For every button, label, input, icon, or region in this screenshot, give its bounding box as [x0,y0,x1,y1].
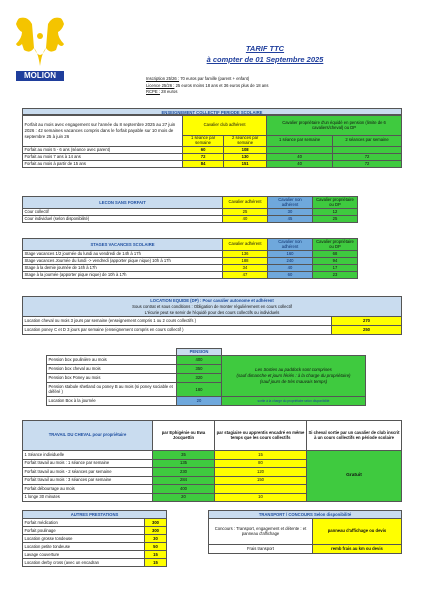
section-header: LECON SANS FORFAIT [23,197,223,209]
table-row: Location petite tondeuse 50 [23,543,167,551]
location-table [22,316,402,335]
title-line2: à compter de 01 Septembre 2025 [206,55,324,64]
section-header: STAGES VACANCES SCOLAIRE [23,239,223,251]
table-row: Stage à la demie journée de 14h à 17h 34 40 17 [23,265,402,272]
logo-text: MOLION [16,71,64,81]
sub-col: 1 séance par semaine [183,136,224,147]
section-transport [208,510,402,554]
table-row: Stage à la journée (apporter pique nique) de 10h à 17h 47 60 23 [23,272,402,279]
table-row: Pension box poulinière au mois 400 Les Sorties au paddock sont comprises (sauf dimanche et jours fériés : à la charge du propriétaire) (sauf jours de très mauvais temps) [47,356,366,365]
travail-table: TRAVAIL DU CHEVAL pour propriétaire par Ephigénie ou Ewa Jocquettin par stagiaire ou apprentis encadré en même temps que les cours collectifs Si cheval sortie par un cavalier de club inscrit à un cours collectifs en période scolaire 1 Séance individuelle 35 15 Gratuit Forfait travail au mois : 1 séance par semaine 135 80 Forfait travail au mois - 2 séances par semaine 230 120 Forfait travail au mois : 3 séances par semaine 284 150 Forfait débourrage au mois 400 1 longe 30 minutes 20 10 [22,420,402,502]
table-row: Forfait travail au mois : 1 séance par semaine 135 80 [23,459,402,468]
gratuit-cell: Gratuit [307,451,402,502]
table-row: Forfait au mois à partir de 15 ans 84 151 40 72 [23,160,402,167]
section-header: TRANSPORT / CONCOURS Selon disponibilité [209,511,402,519]
section-header: ENSEIGNEMENT COLLECTIF PERIODE SCOLAIRE [22,108,402,115]
fee-inscription: Inscription 25/26 : 70 euros par famille (parent + enfant) [146,76,250,81]
col-adherent: Cavalier club adhérent [183,116,267,136]
section-autres [22,510,167,567]
autres-table [22,510,167,567]
table-row: Pension stabule shetland ou poney B au mois (si poney sociable et déféré ) 180 [47,383,366,397]
enseignement-table [22,115,402,168]
fees-block [146,76,386,96]
section-location: LOCATION EQUIDE (DP) : Pour cavalier autonome et adhérent Sous contrat et sous conditions : Obligation de monter régulièrement en cours collectif L'écurie peut se servir de l'équidé pour des cours collectifs ou individuels Location cheval ou mois 3 jours par semaine (enseignement compris 1 ou 2 cours collectifs ) 270 Location poney C et D 3 jours par semaine (enseignement compris en cours collectif ) 250 [22,296,402,335]
section-pension [46,348,366,406]
table-row: Location Box à la journée 20 sortie à la charge du propriétaire selon disponibilité [47,397,366,406]
table-row: Forfait poulinage 300 [23,527,167,535]
table-row: Stage vacances 1/2 journée du lundi au vendredi de 14h à 17h 136 160 68 [23,251,402,258]
table-row: Stage vacances Journée du lundi -> vendredi (apporter pique nique) 10h à 17h 188 240 94 [23,258,402,265]
table-row: 1 longe 30 minutes 20 10 [23,493,402,502]
pension-table [46,348,366,406]
sub-col: 2 séances par semaine [333,136,402,147]
table-row: Forfait médication 300 [23,519,167,527]
intro-text: Forfait au mois avec engagement sur l'année du 8 septembre 2025 au 27 juin 2026 : 42 semaines vacances compris dans le forfait payable sur 10 mois de septembre 25 à juin 26 [23,116,183,147]
sub-col: 2 séances par semaine [224,136,267,147]
table-row: Location cheval ou mois 3 jours par semaine (enseignement compris 1 ou 2 cours collectifs ) 270 [23,317,402,326]
table-row: Forfait au mois 7 ans à 14 ans 72 130 40 72 [23,153,402,160]
molion-logo-icon [8,14,72,70]
section-header: PENSION [177,349,222,356]
logo [8,14,72,80]
table-row: Pension box Poney au mois 320 [47,374,366,383]
section-header: LOCATION EQUIDE (DP) : Pour cavalier autonome et adhérent [150,298,274,303]
sub-col: 1 séance par semaine [267,136,333,147]
table-row: Forfait travail au mois : 3 séances par semaine 284 150 [23,476,402,485]
section-stages [22,238,402,279]
col-proprietaire: Cavalier propriétaire d'un équidé en pension (limite de 6 cavaliers/cheval) ou DP [267,116,402,136]
table-row: Concours : Transport, engagement et détente : et panneau d'affichage panneau d'affichage ou devis [209,519,402,545]
section-header: TRAVAIL DU CHEVAL pour propriétaire [23,421,153,451]
table-row: Forfait travail au mois - 2 séances par semaine 230 120 [23,468,402,477]
lecon-table: LECON SANS FORFAIT Cavalier adhérent Cavalier non adhérent Cavalier propriétaire ou DP Cour collectif 25 30 12 Cour individuel (selon disponibilité) 40 45 25 [22,196,402,223]
stages-table: STAGES VACANCES SCOLAIRE Cavalier adhérent Cavalier non adhérent Cavalier propriétaire ou DP Stage vacances 1/2 journée du lundi au vendredi de 14h à 17h 136 160 68 Stage vacances Journée du lundi -> vendredi (apporter pique nique) 10h à 17h 188 240 94 Stage à la demie journée de 14h à 17h 34 40 17 Stage à la journée (apporter pique nique) de 10h à 17h 47 60 23 [22,238,402,279]
table-row: 1 Séance individuelle 35 15 Gratuit [23,451,402,460]
table-row: Location poney C et D 3 jours par semaine (enseignement compris en cours collectif ) 250 [23,326,402,335]
table-row: Location grosse tondeuse 30 [23,535,167,543]
table-row: Frais transport remb frais au km ou devis [209,545,402,554]
section-enseignement [22,108,402,168]
title-line1: TARIF TTC [245,44,285,53]
table-row: Cour collectif 25 30 12 [23,209,402,216]
table-row: Location derby cross (avec un encadran 15 [23,559,167,567]
table-row: Lavage couverture 15 [23,551,167,559]
fee-rcpe: RCPE : 28 euros [146,89,178,94]
table-row: Forfait au mois 5 - 6 ans (séance avec parent) 60 108 [23,146,402,153]
table-row: Cour individuel (selon disponibilité) 40 45 25 [23,216,402,223]
section-lecon [22,196,402,223]
table-row: Forfait débourrage au mois 400 [23,485,402,494]
section-header: AUTRES PRESTATIONS [23,511,167,519]
fee-licence: Licence 25/26 : 25 euros moins 18 ans et 36 euros plus de 18 ans [146,82,269,88]
transport-table [208,510,402,554]
section-travail [22,420,402,502]
pension-note: Les Sorties au paddock sont comprises (sauf dimanche et jours fériés : à la charge du propriétaire) (sauf jours de très mauvais temps) [222,356,366,397]
table-row: Pension box cheval au mois 350 [47,365,366,374]
